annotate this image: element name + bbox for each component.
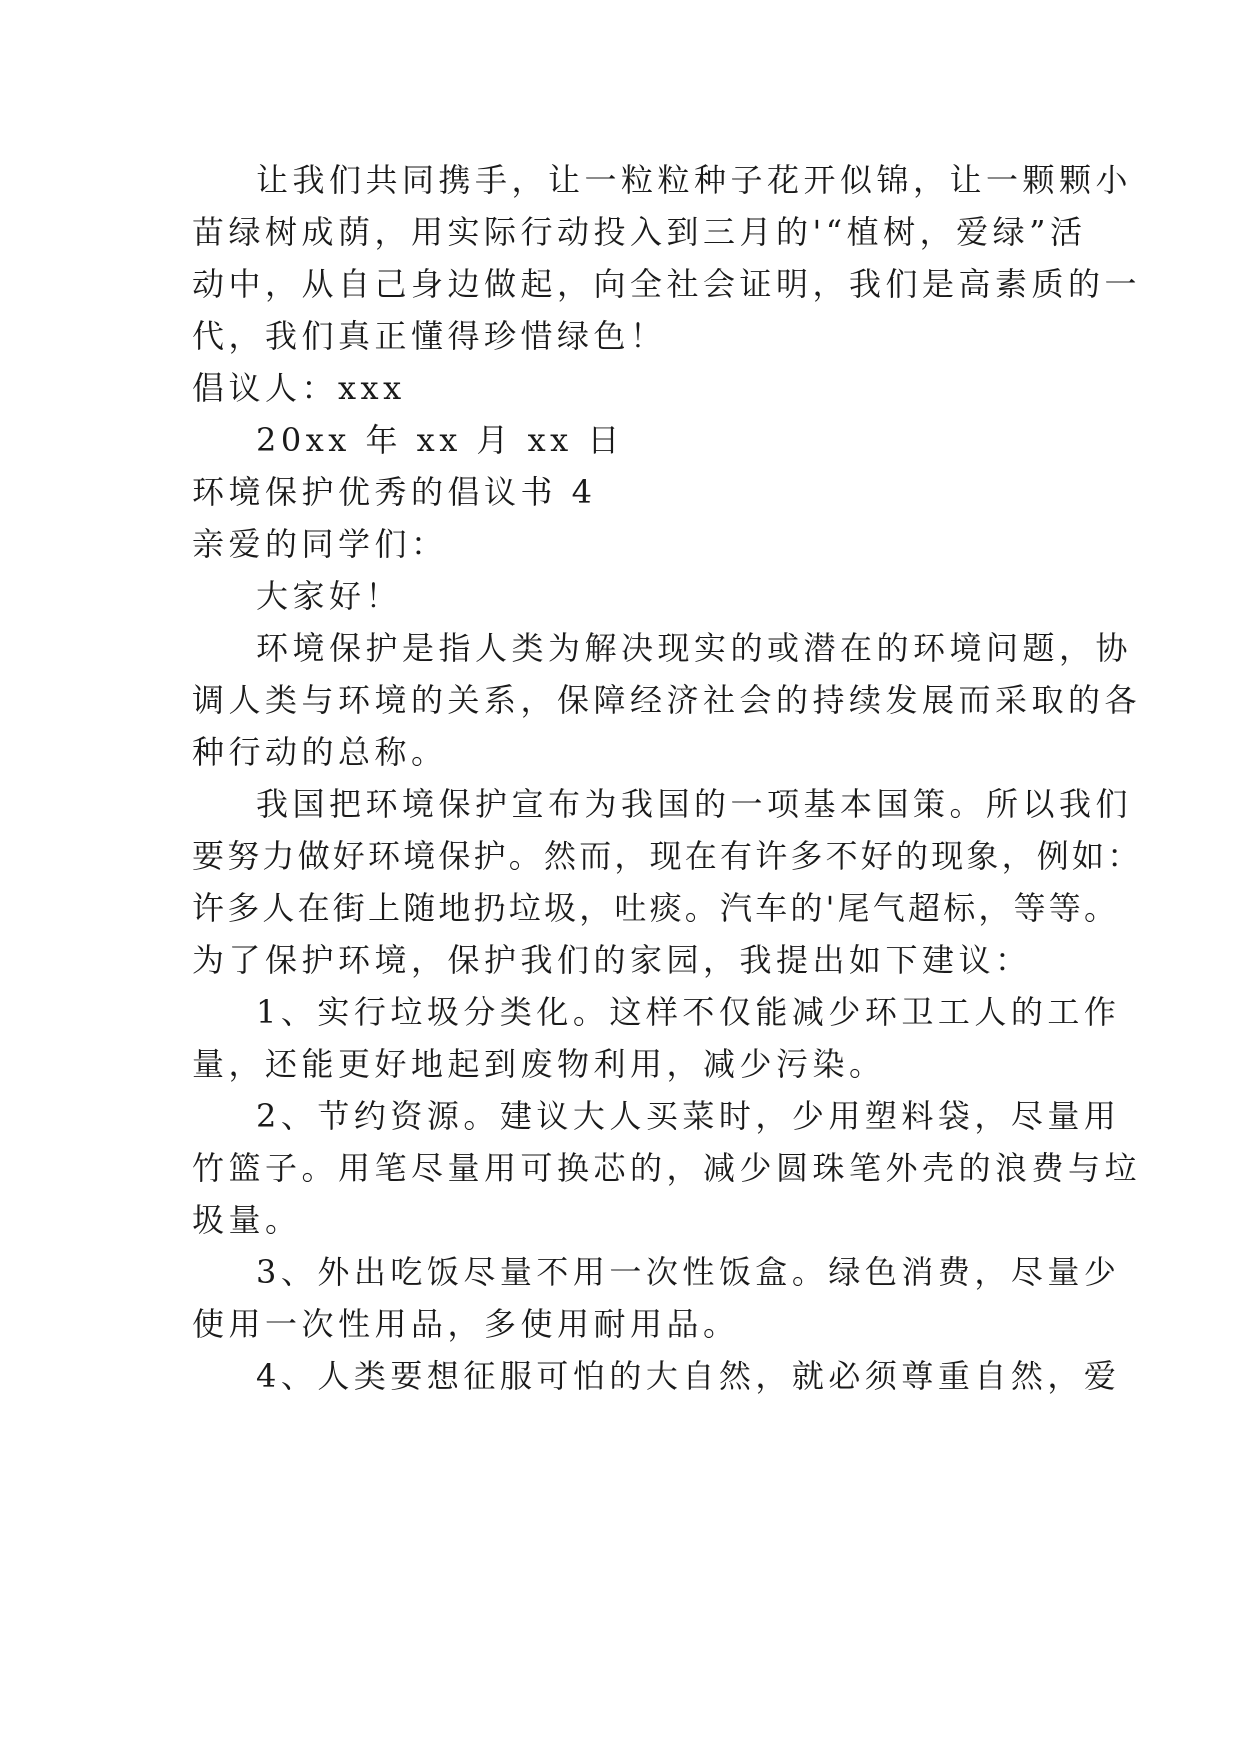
salutation: 亲爱的同学们： [192, 525, 448, 563]
list-item-line: 1、实行垃圾分类化。这样不仅能减少环卫工人的工作 [256, 993, 1121, 1031]
paragraph-line: 调人类与环境的关系，保障经济社会的持续发展而采取的各 [192, 681, 1142, 719]
list-item-line: 使用一次性用品，多使用耐用品。 [192, 1305, 740, 1343]
list-item-line: 量，还能更好地起到废物利用，减少污染。 [192, 1045, 886, 1083]
list-item-line: 3、外出吃饭尽量不用一次性饭盒。绿色消费，尽量少 [256, 1253, 1121, 1291]
paragraph-line: 种行动的总称。 [192, 733, 448, 771]
list-item-line: 圾量。 [192, 1201, 302, 1239]
paragraph-line: 许多人在街上随地扔垃圾，吐痰。汽车的'尾气超标，等等。 [192, 889, 1120, 927]
list-item-line: 2、节约资源。建议大人买菜时，少用塑料袋，尽量用 [256, 1097, 1121, 1135]
list-item-line: 竹篮子。用笔尽量用可换芯的，减少圆珠笔外壳的浪费与垃 [192, 1149, 1142, 1187]
paragraph-line: 苗绿树成荫，用实际行动投入到三月的'“植树，爱绿”活 [192, 213, 1087, 251]
greeting: 大家好！ [256, 577, 403, 615]
proposer-signature: 倡议人：xxx [192, 369, 406, 407]
paragraph-line: 要努力做好环境保护。然而，现在有许多不好的现象，例如： [192, 837, 1143, 875]
paragraph-line: 环境保护是指人类为解决现实的或潜在的环境问题，协 [256, 629, 1133, 667]
paragraph-line: 让我们共同携手，让一粒粒种子花开似锦，让一颗颗小 [256, 161, 1133, 199]
paragraph-line: 代，我们真正懂得珍惜绿色！ [192, 317, 667, 355]
section-title: 环境保护优秀的倡议书 4 [192, 473, 597, 511]
paragraph-line: 我国把环境保护宣布为我国的一项基本国策。所以我们 [256, 785, 1133, 823]
list-item-line: 4、人类要想征服可怕的大自然，就必须尊重自然，爱 [256, 1357, 1121, 1395]
paragraph-line: 动中，从自己身边做起，向全社会证明，我们是高素质的一 [192, 265, 1142, 303]
paragraph-line: 为了保护环境，保护我们的家园，我提出如下建议： [192, 941, 1032, 979]
signature-date: 20xx 年 xx 月 xx 日 [256, 421, 624, 459]
